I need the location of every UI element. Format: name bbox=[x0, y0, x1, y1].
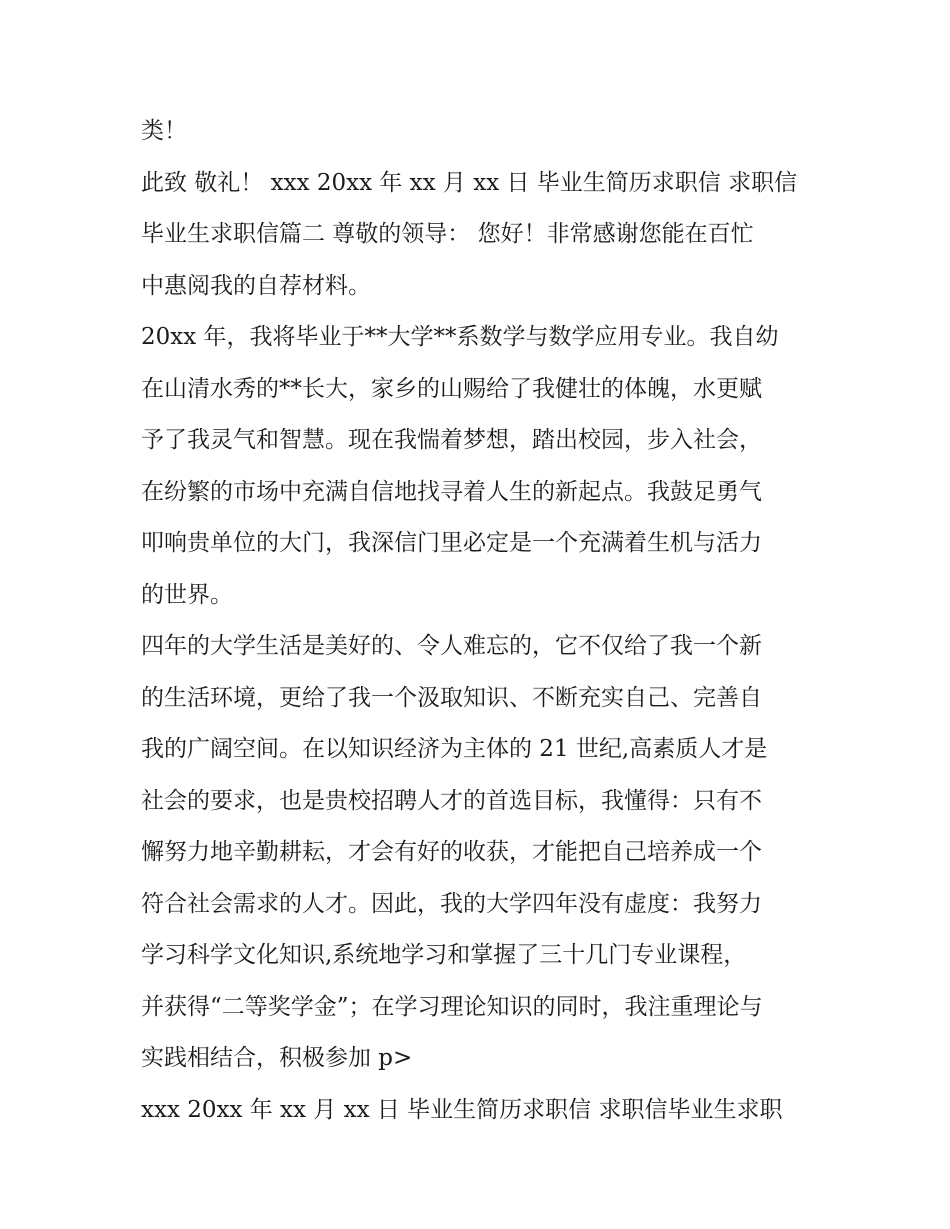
text-line: 符合社会需求的人才。因此，我的大学四年没有虚度：我努力 bbox=[141, 890, 762, 917]
text-line: 叩响贵单位的大门，我深信门里必定是一个充满着生机与活力 bbox=[141, 530, 762, 556]
text-line: 的世界。 bbox=[141, 581, 233, 608]
text-line: 此致 敬礼！ xxx 20xx 年 xx 月 xx 日 毕业生简历求职信 求职信 bbox=[141, 169, 798, 196]
text-line: 社会的要求，也是贵校招聘人才的首选目标，我懂得：只有不 bbox=[141, 787, 762, 814]
text-line: 在纷繁的市场中充满自信地找寻着人生的新起点。我鼓足勇气 bbox=[141, 478, 762, 505]
text-line: 予了我灵气和智慧。现在我惴着梦想，踏出校园，步入社会， bbox=[141, 427, 762, 453]
text-line: 四年的大学生活是美好的、令人难忘的，它不仅给了我一个新 bbox=[141, 633, 762, 659]
text-line: 20xx 年，我将毕业于**大学**系数学与数学应用专业。我自幼 bbox=[141, 324, 779, 350]
text-line: 懈努力地辛勤耕耘，才会有好的收获，才能把自己培养成一个 bbox=[141, 839, 762, 865]
text-line: 毕业生求职信篇二 尊敬的领导： 您好！非常感谢您能在百忙 bbox=[141, 221, 754, 247]
text-line: 在山清水秀的**长大，家乡的山赐给了我健壮的体魄，水更赋 bbox=[141, 375, 762, 402]
text-line: 学习科学文化知识,系统地学习和掌握了三十几门专业课程， bbox=[141, 942, 747, 968]
text-line: xxx 20xx 年 xx 月 xx 日 毕业生简历求职信 求职信毕业生求职 bbox=[141, 1096, 783, 1123]
text-line: 并获得“二等奖学金”；在学习理论知识的同时，我注重理论与 bbox=[141, 993, 763, 1020]
text-line: 的生活环境，更给了我一个汲取知识、不断充实自己、完善自 bbox=[141, 684, 762, 711]
document-body bbox=[141, 106, 821, 1136]
text-line: 中惠阅我的自荐材料。 bbox=[141, 272, 371, 299]
text-line: 我的广阔空间。在以知识经济为主体的 21 世纪,高素质人才是 bbox=[141, 736, 768, 762]
text-line: 类！ bbox=[141, 118, 187, 144]
text-line: 实践相结合，积极参加 p> bbox=[141, 1045, 413, 1071]
